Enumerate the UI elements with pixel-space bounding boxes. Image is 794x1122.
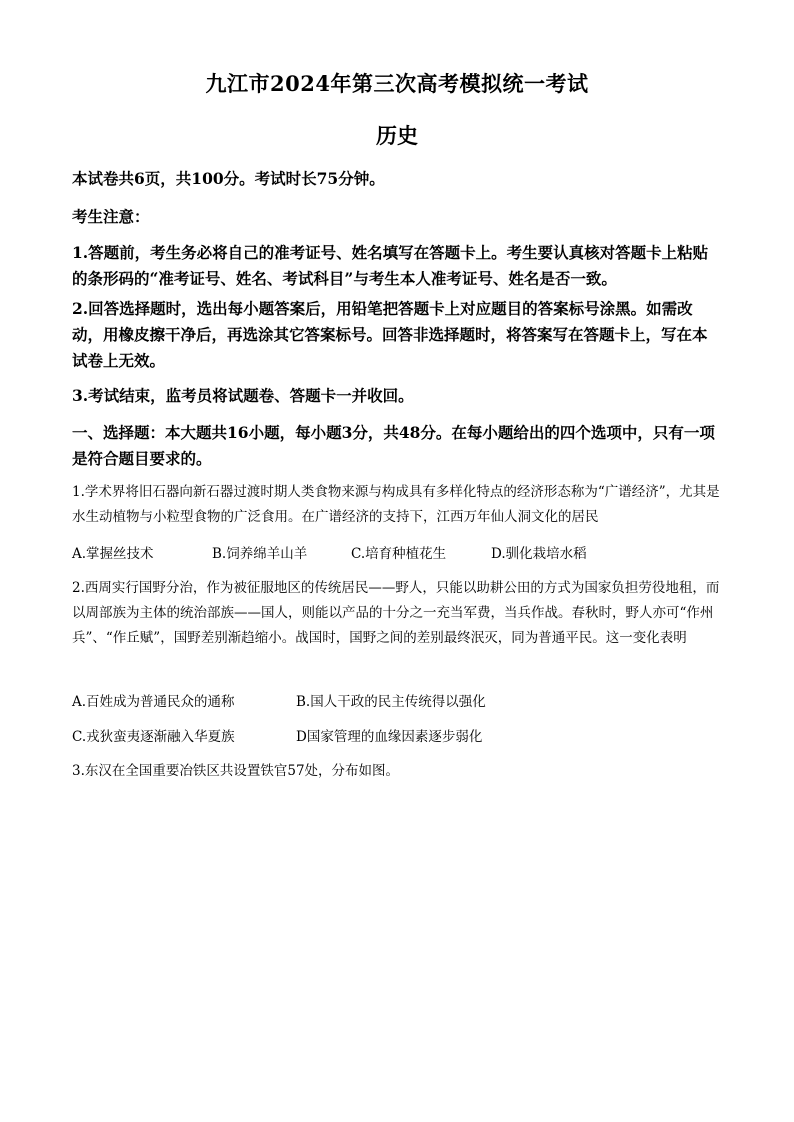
- section-heading: 一、选择题：本大题共16小题，每小题3分，共48分。在每小题给出的四个选项中，只有一项是符合题目要求的。: [72, 423, 715, 468]
- exam-intro: 本试卷共6页，共100分。考试时长75分钟。: [72, 169, 385, 188]
- notice-item-3: 3.考试结束，监考员将试题卷、答题卡一并收回。: [72, 386, 414, 405]
- question-2-options-row-1: [72, 690, 722, 710]
- question-2-option-d: D国家管理的血缘因素逐步弱化: [296, 729, 483, 745]
- notice-heading: 考生注意：: [72, 207, 150, 226]
- subject-title: 历史: [376, 123, 418, 148]
- question-2-stem: 2.西周实行国野分治，作为被征服地区的传统居民——野人，只能以助耕公田的方式为国家负担劳役地租，而以周部族为主体的统治部族——国人，则能以产品的十分之一充当军费，当兵作战。春秋时，野人亦可“作州兵”、“作丘赋”，国野差别渐趋缩小。战国时，国野之间的差别最终泯灭，同为普通平民。这一变化表明: [72, 580, 720, 646]
- question-2-options-row-2: [72, 725, 722, 745]
- question-3-stem: 3.东汉在全国重要冶铁区共设置铁官57处，分布如图。: [72, 763, 400, 779]
- notice-item-1: 1.答题前，考生务必将自己的准考证号、姓名填写在答题卡上。考生要认真核对答题卡上粘贴的条形码的“准考证号、姓名、考试科目”与考生本人准考证号、姓名是否一致。: [72, 243, 709, 288]
- question-2-option-a: A.百姓成为普通民众的通称: [72, 694, 235, 710]
- question-1-options: [72, 542, 722, 562]
- question-1-option-d: D.驯化栽培水稻: [491, 546, 587, 562]
- question-1-stem: 1.学术界将旧石器向新石器过渡时期人类食物来源与构成具有多样化特点的经济形态称为“广谱经济”，尤其是水生动植物与小粒型食物的广泛食用。在广谱经济的支持下，江西万年仙人洞文化的居民: [72, 484, 720, 525]
- question-2-option-c: C.戎狄蛮夷逐渐融入华夏族: [72, 729, 235, 745]
- question-1-option-a: A.掌握丝技术: [72, 546, 154, 562]
- question-1-option-c: C.培育种植花生: [351, 546, 447, 562]
- question-2-option-b: B.国人干政的民主传统得以强化: [296, 694, 486, 710]
- notice-item-2: 2.回答选择题时，选出每小题答案后，用铅笔把答题卡上对应题目的答案标号涂黑。如需改动，用橡皮擦干净后，再选涂其它答案标号。回答非选择题时，将答案写在答题卡上，写在本试卷上无效。: [72, 299, 708, 370]
- question-1-option-b: B.饲养绵羊山羊: [212, 546, 308, 562]
- exam-title: 九江市2024年第三次高考模拟统一考试: [205, 71, 589, 96]
